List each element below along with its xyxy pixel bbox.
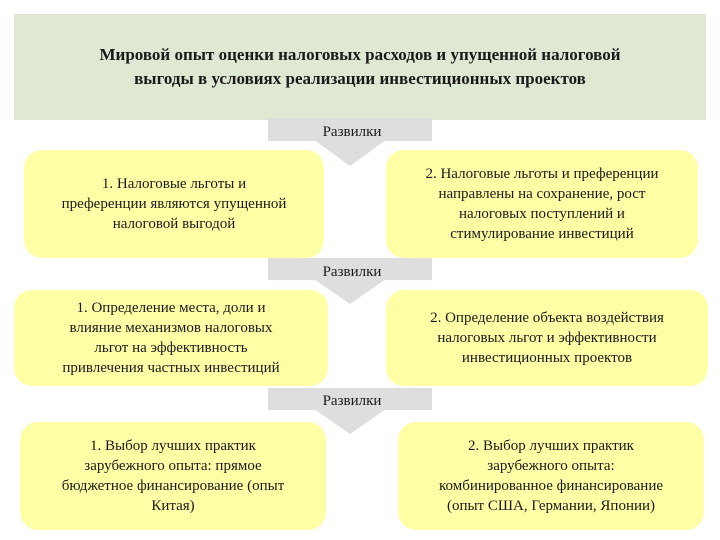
fork-label-1: Развилки: [322, 124, 382, 140]
card-line: преференции являются упущенной: [61, 196, 287, 212]
card-line: привлечения частных инвестиций: [62, 360, 280, 376]
fork-2-option-1: [14, 290, 328, 386]
card-line: налоговой выгодой: [112, 216, 236, 232]
card-line: зарубежного опыта:: [487, 458, 615, 474]
card-line: зарубежного опыта: прямое: [84, 458, 262, 474]
card-line: налоговых поступлений и: [459, 206, 625, 222]
card-line: 1. Выбор лучших практик: [90, 438, 256, 454]
card-line: 2. Выбор лучших практик: [468, 438, 634, 454]
title-line-2: выгоды в условиях реализации инвестиционных проектов: [134, 69, 586, 88]
card-line: влияние механизмов налоговых: [69, 320, 273, 336]
card-line: направлены на сохранение, рост: [438, 186, 646, 202]
card-line: Китая): [151, 498, 195, 514]
title-box: [14, 14, 706, 120]
fork-2-option-2: [386, 290, 708, 386]
card-line: комбинированное финансирование: [438, 478, 664, 494]
fork-label-3: Развилки: [322, 393, 382, 409]
fork-3-option-1: [20, 422, 326, 530]
fork-1-option-1: [24, 150, 324, 258]
card-line: 2. Определение объекта воздействия: [430, 310, 664, 326]
card-line: бюджетное финансирование (опыт: [61, 478, 285, 494]
card-line: 2. Налоговые льготы и преференции: [425, 166, 659, 182]
card-line: налоговых льгот и эффективности: [437, 330, 657, 346]
fork-1-option-2: [386, 150, 698, 258]
card-line: 1. Налоговые льготы и: [101, 176, 247, 192]
card-line: (опыт США, Германии, Японии): [446, 498, 656, 514]
card-line: 1. Определение места, доли и: [76, 300, 266, 316]
card-line: стимулирование инвестиций: [450, 226, 634, 242]
fork-label-2: Развилки: [322, 264, 382, 280]
card-line: инвестиционных проектов: [461, 350, 633, 366]
title-line-1: Мировой опыт оценки налоговых расходов и упущенной налоговой: [99, 45, 621, 64]
card-line: льгот на эффективность: [94, 340, 248, 356]
fork-3-option-2: [398, 422, 704, 530]
